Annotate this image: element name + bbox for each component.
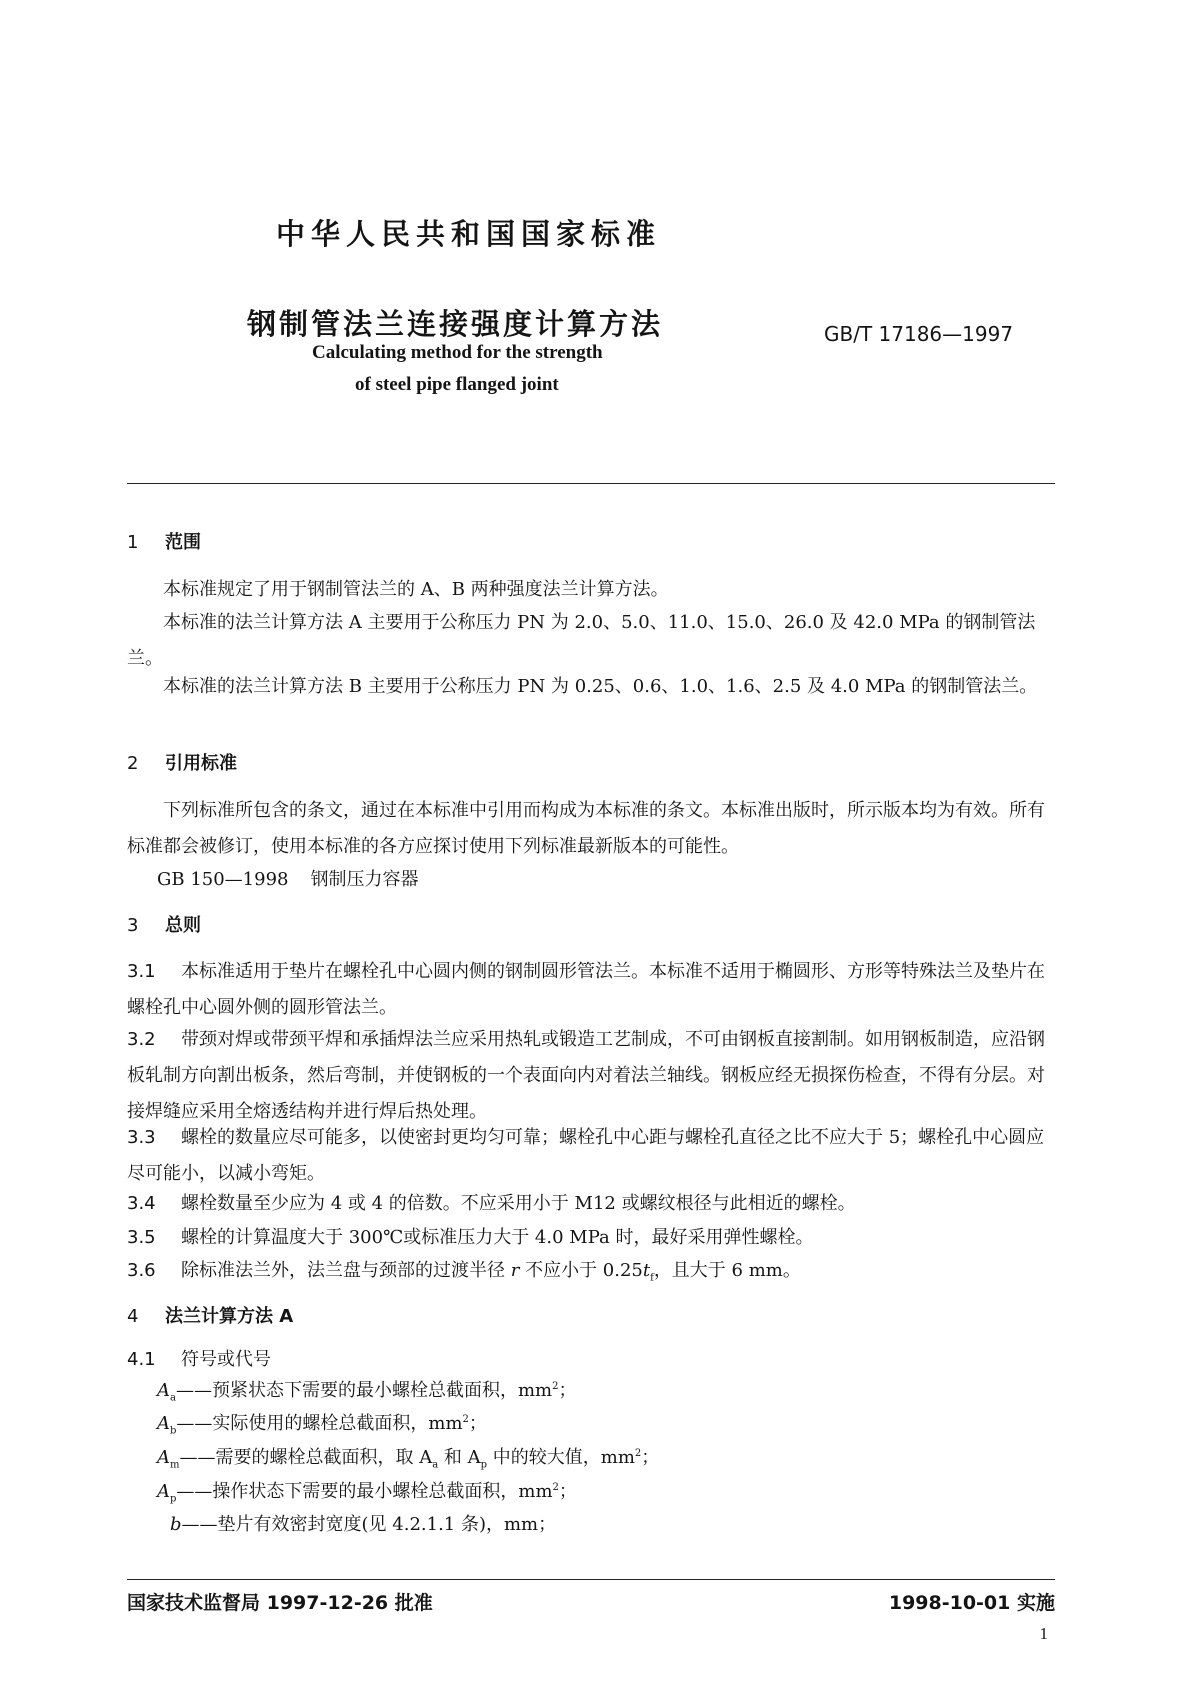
page-number: 1 (1039, 1624, 1048, 1643)
referenced-standard (157, 865, 419, 891)
section-number: 2 (127, 753, 139, 774)
document-title-en-line2: of steel pipe flanged joint (355, 374, 559, 395)
clause-4-1: 4.1 符号或代号 (127, 1349, 271, 1370)
clause-3-5: 3.5 螺栓的计算温度大于 300℃或标准压力大于 4.0 MPa 时，最好采用弹性螺栓。 (127, 1227, 814, 1248)
section-3-heading (127, 911, 201, 937)
paragraph: 本标准的法兰计算方法 A 主要用于公称压力 PN 为 2.0、5.0、11.0、15.0、26.0 及 42.0 MPa 的钢制管法兰。 (127, 612, 1036, 669)
document-title-cn: 钢制管法兰连接强度计算方法 (247, 307, 664, 341)
symbol-definition: b——垫片有效密封宽度(见 4.2.1.1 条)，mm； (170, 1514, 557, 1535)
clause-3-4: 3.4 螺栓数量至少应为 4 或 4 的倍数。不应采用小于 M12 或螺纹根径与此相近的螺栓。 (127, 1193, 856, 1214)
clause-3-6: 3.6 除标准法兰外，法兰盘与颈部的过渡半径 r 不应小于 $0.25t_f$，且大于 6 mm。 (127, 1260, 801, 1284)
paragraph: 本标准规定了用于钢制管法兰的 A、B 两种强度法兰计算方法。 (163, 579, 669, 600)
reference-code: GB 150—1998 (157, 869, 289, 890)
symbol-definition: $A_a——$预紧状态下需要的最小螺栓总截面积，$mm^2$； (157, 1380, 577, 1404)
clause-3-2: 3.2 带颈对焊或带颈平焊和承插焊法兰应采用热轧或锻造工艺制成，不可由钢板直接割制。如用钢板制造，应沿钢板轧制方向割出板条，然后弯制，并使钢板的一个表面向内对着法兰轴线。钢板应经无损探伤检查，不得有分层。对接焊缝应采用全熔透结构并进行焊后热处理。 (127, 1029, 1045, 1122)
section-2-heading (127, 749, 237, 775)
section-number: 1 (127, 532, 139, 553)
section-title: 总则 (165, 915, 201, 936)
symbol-definition: $A_b——$实际使用的螺栓总截面积，$mm^2$； (157, 1413, 487, 1437)
national-standard-heading: 中华人民共和国国家标准 (276, 217, 662, 251)
section-4-heading (127, 1302, 293, 1328)
clause-3-3: 3.3 螺栓的数量应尽可能多，以使密封更均匀可靠；螺栓孔中心距与螺栓孔直径之比不应大于 5；螺栓孔中心圆应尽可能小，以减小弯矩。 (127, 1127, 1045, 1184)
symbol-definition: $A_p——$操作状态下需要的最小螺栓总截面积，$mm^2$； (157, 1481, 577, 1505)
section-1-heading (127, 528, 201, 554)
approval-date: 国家技术监督局 1997-12-26 批准 (127, 1592, 433, 1614)
section-title: 法兰计算方法 A (165, 1306, 294, 1327)
standard-number: GB/T 17186—1997 (824, 322, 1014, 346)
section-title: 引用标准 (165, 753, 237, 774)
section-number: 4 (127, 1306, 139, 1327)
footer-divider (127, 1579, 1055, 1580)
document-title-en-line1: Calculating method for the strength (312, 342, 603, 363)
paragraph: 下列标准所包含的条文，通过在本标准中引用而构成为本标准的条文。本标准出版时，所示版本均为有效。所有标准都会被修订，使用本标准的各方应探讨使用下列标准最新版本的可能性。 (127, 800, 1045, 857)
symbol-definition: $A_m——$需要的螺栓总截面积，取 $A_a$ 和 $A_p$ 中的较大值，$mm^2$； (157, 1447, 660, 1471)
clause-3-1: 3.1 本标准适用于垫片在螺栓孔中心圆内侧的钢制圆形管法兰。本标准不适用于椭圆形、方形等特殊法兰及垫片在螺栓孔中心圆外侧的圆形管法兰。 (127, 961, 1045, 1018)
section-title: 范围 (165, 532, 201, 553)
section-number: 3 (127, 915, 139, 936)
header-divider (127, 483, 1055, 484)
paragraph: 本标准的法兰计算方法 B 主要用于公称压力 PN 为 0.25、0.6、1.0、1.6、2.5 及 4.0 MPa 的钢制管法兰。 (163, 676, 1038, 697)
reference-title: 钢制压力容器 (310, 869, 419, 890)
effective-date: 1998-10-01 实施 (888, 1592, 1055, 1614)
